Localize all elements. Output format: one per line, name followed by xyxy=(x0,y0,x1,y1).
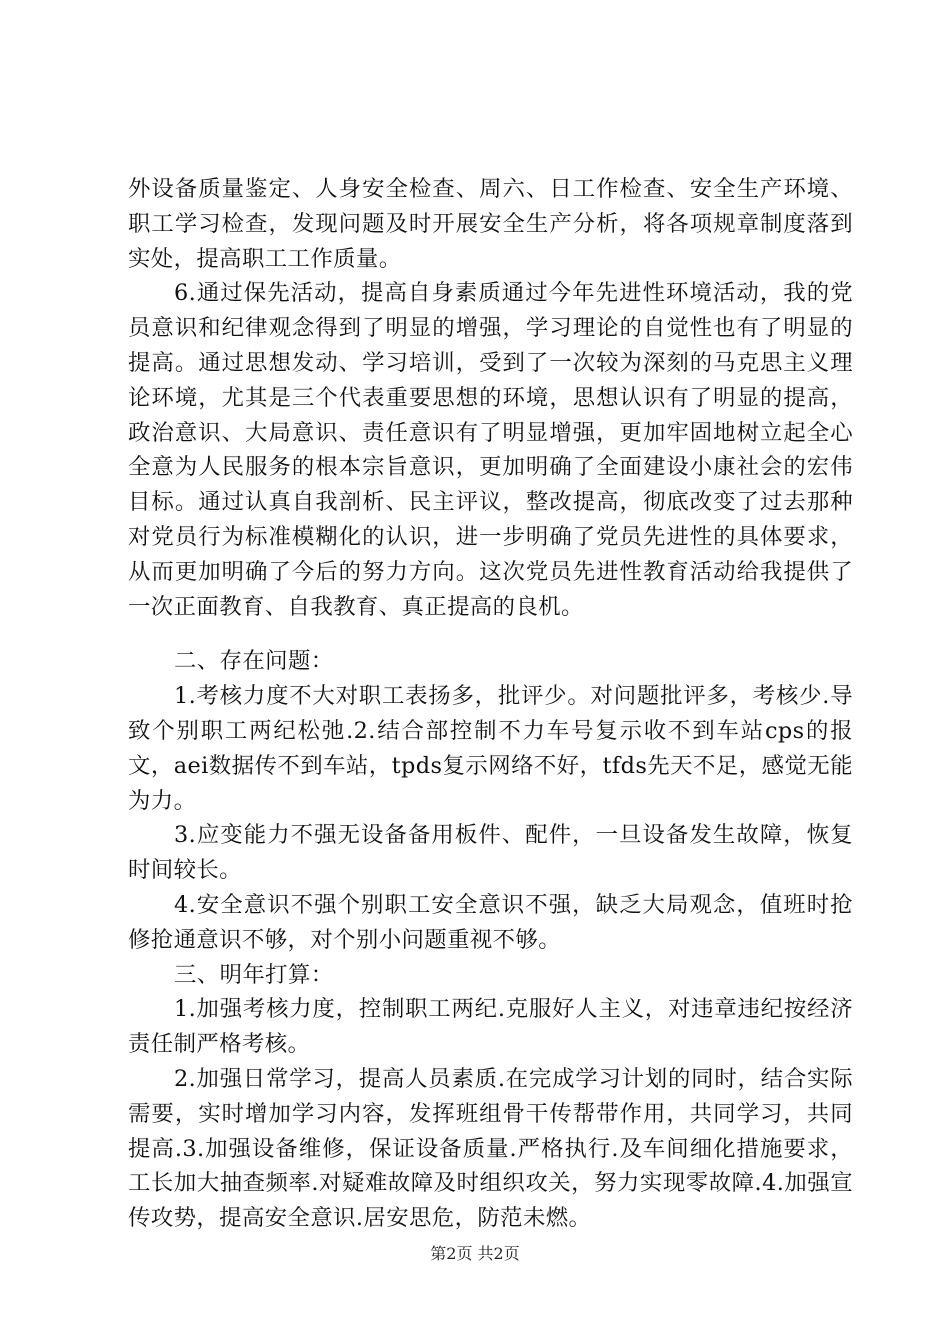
paragraph-plan-1: 1.加强考核力度，控制职工两纪.克服好人主义，对违章违纪按经济责任制严格考核。 xyxy=(128,996,853,1058)
paragraph-problem-4: 4.安全意识不强个别职工安全意识不强，缺乏大局观念，值班时抢修抢通意识不够，对个别小问题重视不够。 xyxy=(128,891,853,953)
section-heading-problems: 二、存在问题： xyxy=(174,648,334,675)
paragraph-item-6: 6.通过保先活动，提高自身素质通过今年先进性环境活动，我的党员意识和纪律观念得到了明显的增强，学习理论的自觉性也有了明显的提高。通过思想发动、学习培训，受到了一次较为深刻的马克思主义理论环境，尤其是三个代表重要思想的环境，思想认识有了明显的提高，政治意识、大局意识、责任意识有了明显增强，更加牢固地树立起全心全意为人民服务的根本宗旨意识，更加明确了全面建设小康社会的宏伟目标。通过认真自我剖析、民主评议，整改提高，彻底改变了过去那种对党员行为标准模糊化的认识，进一步明确了党员先进性的具体要求，从而更加明确了今后的努力方向。这次党员先进性教育活动给我提供了一次正面教育、自我教育、真正提高的良机。 xyxy=(128,280,853,620)
paragraph-problem-1: 1.考核力度不大对职工表扬多，批评少。对问题批评多，考核少.导致个别职工两纪松弛.2.结合部控制不力车号复示收不到车站cps的报文，aei数据传不到车站，tpds复示网络不好，tfds先天不足，感觉无能为力。 xyxy=(128,683,853,814)
section-heading-plans: 三、明年打算： xyxy=(174,961,334,988)
document-body xyxy=(128,172,853,1236)
paragraph-continuation: 外设备质量鉴定、人身安全检查、周六、日工作检查、安全生产环境、职工学习检查，发现问题及时开展安全生产分析，将各项规章制度落到实处，提高职工工作质量。 xyxy=(128,176,853,272)
paragraph-plan-2: 2.加强日常学习，提高人员素质.在完成学习计划的同时，结合实际需要，实时增加学习内容，发挥班组骨干传帮带作用，共同学习，共同提高.3.加强设备维修，保证设备质量.严格执行.及车间细化措施要求，工长加大抽查频率.对疑难故障及时组织攻关，努力实现零故障.4.加强宣传攻势，提高安全意识.居安思危，防范未燃。 xyxy=(128,1065,853,1232)
page-footer: 第2页 共2页 xyxy=(430,1244,520,1263)
paragraph-problem-3: 3.应变能力不强无设备备用板件、配件，一旦设备发生故障，恢复时间较长。 xyxy=(128,822,853,884)
